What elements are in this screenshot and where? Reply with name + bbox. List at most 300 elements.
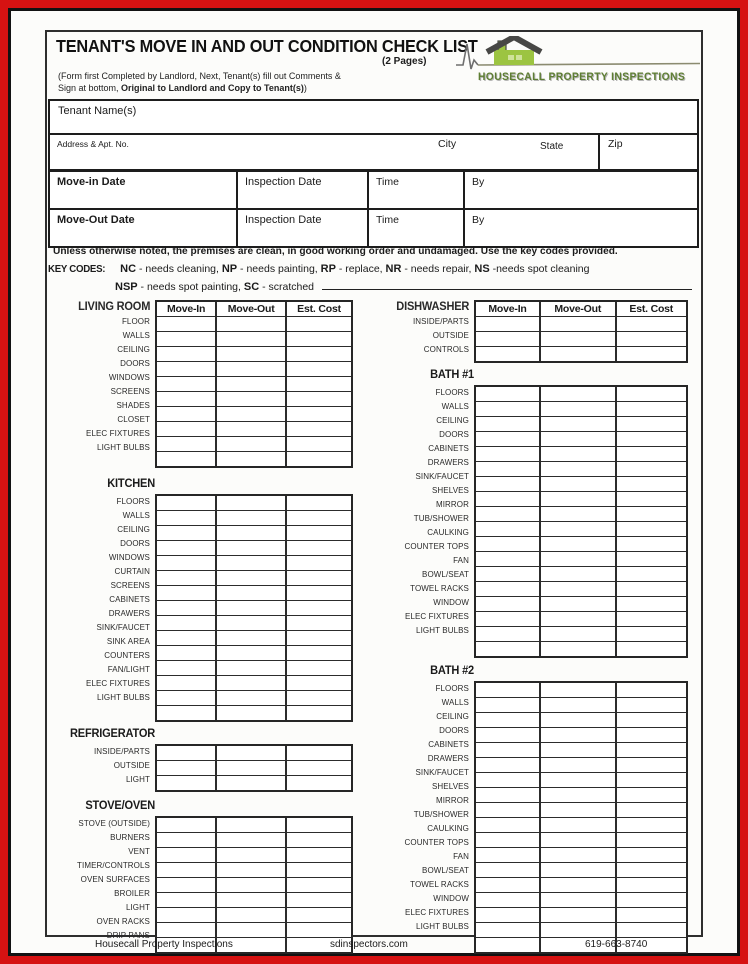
grid-cell[interactable] [615, 402, 687, 416]
grid-cell[interactable] [215, 818, 285, 832]
grid-cell[interactable] [215, 571, 285, 585]
grid-cell[interactable] [476, 627, 539, 641]
grid-cell[interactable] [285, 893, 351, 907]
grid-cell[interactable] [476, 863, 539, 877]
row-label: OVEN SURFACES [80, 875, 150, 884]
grid-cell[interactable] [215, 676, 285, 690]
grid-cell[interactable] [215, 452, 285, 466]
grid-cell[interactable] [157, 908, 215, 922]
grid-cell[interactable] [157, 437, 215, 451]
grid-cell[interactable] [539, 848, 615, 862]
move-out-inspection-date-field[interactable] [236, 210, 367, 246]
grid-cell[interactable] [615, 788, 687, 802]
company-logo [456, 36, 702, 88]
grid-cell[interactable] [615, 417, 687, 431]
grid-cell[interactable] [285, 571, 351, 585]
row-label: WINDOW [433, 894, 469, 903]
grid-cell[interactable] [615, 773, 687, 787]
grid-cell[interactable] [215, 863, 285, 877]
grid-cell[interactable] [615, 597, 687, 611]
grid-cell[interactable] [615, 908, 687, 922]
grid-cell[interactable] [285, 818, 351, 832]
grid-cell[interactable] [285, 541, 351, 555]
move-in-time-field[interactable] [367, 172, 463, 208]
table-row [476, 922, 686, 937]
grid-cell[interactable] [476, 522, 539, 536]
grid-cell[interactable] [157, 923, 215, 937]
inspection-date-label: Inspection Date [245, 176, 322, 188]
move-in-inspection-date-field[interactable] [236, 172, 367, 208]
grid-cell[interactable] [157, 631, 215, 645]
grid-cell[interactable] [615, 863, 687, 877]
table-row [157, 705, 351, 720]
grid-cell[interactable] [539, 597, 615, 611]
table-row [157, 922, 351, 937]
grid-cell[interactable] [539, 567, 615, 581]
grid-cell[interactable] [539, 758, 615, 772]
grid-cell[interactable] [476, 758, 539, 772]
grid-cell[interactable] [285, 452, 351, 466]
row-label: CEILING [436, 712, 469, 721]
grid-cell[interactable] [615, 552, 687, 566]
grid-cell[interactable] [476, 317, 539, 331]
row-label: DOORS [120, 359, 150, 368]
grid-cell[interactable] [615, 567, 687, 581]
grid-cell[interactable] [476, 938, 539, 952]
grid-cell[interactable] [157, 676, 215, 690]
grid-cell[interactable] [215, 317, 285, 331]
table-row [157, 775, 351, 790]
time-label: Time [376, 176, 399, 188]
grid-cell[interactable] [285, 848, 351, 862]
row-label: FAN [453, 556, 469, 565]
row-label: COUNTER TOPS [404, 838, 469, 847]
row-label: DRAWERS [108, 609, 150, 618]
grid-cell[interactable] [539, 893, 615, 907]
grid-cell[interactable] [285, 392, 351, 406]
grid-cell[interactable] [157, 556, 215, 570]
grid-cell[interactable] [539, 347, 615, 361]
section-refrigerator [50, 727, 353, 792]
grid-cell[interactable] [615, 507, 687, 521]
grid-cell[interactable] [615, 833, 687, 847]
row-label: DRAWERS [427, 754, 469, 763]
grid-cell[interactable] [157, 511, 215, 525]
grid-cell[interactable] [615, 612, 687, 626]
grid-cell[interactable] [285, 496, 351, 510]
grid-cell[interactable] [615, 332, 687, 346]
grid-cell[interactable] [476, 507, 539, 521]
grid-cell[interactable] [615, 447, 687, 461]
grid-cell[interactable] [215, 761, 285, 775]
grid-cell[interactable] [476, 477, 539, 491]
grid-cell[interactable] [615, 683, 687, 697]
grid-cell[interactable] [476, 803, 539, 817]
footer-website: sdinspectors.com [330, 939, 408, 950]
grid-cell[interactable] [157, 332, 215, 346]
grid-cell[interactable] [476, 332, 539, 346]
grid-cell[interactable] [285, 407, 351, 421]
grid-cell[interactable] [539, 713, 615, 727]
grid-cell[interactable] [157, 422, 215, 436]
table-row [157, 361, 351, 376]
grid-cell[interactable] [476, 462, 539, 476]
grid-cell[interactable] [476, 713, 539, 727]
key-codes-line-1 [48, 263, 698, 275]
grid-cell[interactable] [215, 437, 285, 451]
grid-cell[interactable] [215, 332, 285, 346]
grid-cell[interactable] [476, 612, 539, 626]
grid-cell[interactable] [539, 642, 615, 656]
move-in-by-field[interactable] [463, 172, 697, 208]
grid-cell[interactable] [539, 878, 615, 892]
grid-cell[interactable] [615, 743, 687, 757]
grid-cell[interactable] [157, 586, 215, 600]
row-label: SINK AREA [106, 637, 150, 646]
grid-cell[interactable] [615, 462, 687, 476]
grid-cell[interactable] [476, 788, 539, 802]
grid-cell[interactable] [157, 496, 215, 510]
row-label: BOWL/SEAT [422, 866, 469, 875]
grid-cell[interactable] [157, 452, 215, 466]
row-label: LIGHT [125, 775, 150, 784]
grid-cell[interactable] [476, 402, 539, 416]
move-out-time-field[interactable] [367, 210, 463, 246]
section-stove-oven [50, 799, 353, 954]
grid-cell[interactable] [476, 432, 539, 446]
row-label: FLOORS [435, 684, 469, 693]
table-row [476, 802, 686, 817]
grid-cell[interactable] [615, 317, 687, 331]
grid-cell[interactable] [476, 728, 539, 742]
grid-cell[interactable] [476, 683, 539, 697]
grid-cell[interactable] [215, 833, 285, 847]
grid-cell[interactable] [215, 601, 285, 615]
move-out-date-field[interactable] [50, 210, 236, 246]
grid-cell[interactable] [539, 612, 615, 626]
grid-cell[interactable] [285, 706, 351, 720]
grid-cell[interactable] [615, 432, 687, 446]
grid-cell[interactable] [539, 923, 615, 937]
grid-cell[interactable] [215, 556, 285, 570]
grid-cell[interactable] [615, 878, 687, 892]
grid-cell[interactable] [476, 597, 539, 611]
grid-cell[interactable] [539, 387, 615, 401]
grid-cell[interactable] [215, 407, 285, 421]
grid-cell[interactable] [285, 761, 351, 775]
table-row [157, 316, 351, 331]
section-grid [474, 681, 688, 954]
grid-cell[interactable] [476, 923, 539, 937]
table-row [157, 436, 351, 451]
footer-phone: 619-663-8740 [585, 939, 648, 950]
grid-cell[interactable] [476, 833, 539, 847]
table-row [476, 316, 686, 331]
grid-cell[interactable] [215, 746, 285, 760]
grid-cell[interactable] [539, 582, 615, 596]
row-label: SINK/FAUCET [415, 768, 469, 777]
row-label: OUTSIDE [113, 761, 150, 770]
grid-cell[interactable] [157, 661, 215, 675]
grid-cell[interactable] [539, 833, 615, 847]
grid-cell[interactable] [285, 526, 351, 540]
grid-cell[interactable] [615, 848, 687, 862]
grid-cell[interactable] [539, 402, 615, 416]
row-label: CABINETS [428, 444, 469, 453]
grid-cell[interactable] [285, 362, 351, 376]
grid-cell[interactable] [539, 743, 615, 757]
grid-cell[interactable] [215, 923, 285, 937]
column-header: Est. Cost [615, 302, 687, 316]
move-in-date-field[interactable] [50, 172, 236, 208]
grid-cell[interactable] [539, 432, 615, 446]
grid-cell[interactable] [215, 661, 285, 675]
table-row [476, 581, 686, 596]
grid-cell[interactable] [157, 646, 215, 660]
grid-cell[interactable] [157, 893, 215, 907]
grid-cell[interactable] [285, 616, 351, 630]
grid-cell[interactable] [615, 522, 687, 536]
grid-cell[interactable] [285, 631, 351, 645]
grid-cell[interactable] [476, 417, 539, 431]
grid-cell[interactable] [157, 818, 215, 832]
grid-cell[interactable] [476, 552, 539, 566]
grid-cell[interactable] [285, 437, 351, 451]
grid-cell[interactable] [157, 392, 215, 406]
grid-cell[interactable] [615, 923, 687, 937]
row-label: SCREENS [110, 387, 150, 396]
grid-cell[interactable] [285, 661, 351, 675]
grid-cell[interactable] [285, 746, 351, 760]
grid-cell[interactable] [157, 571, 215, 585]
grid-cell[interactable] [157, 878, 215, 892]
grid-cell[interactable] [539, 908, 615, 922]
grid-cell[interactable] [476, 447, 539, 461]
grid-cell[interactable] [539, 728, 615, 742]
grid-cell[interactable] [615, 492, 687, 506]
grid-cell[interactable] [157, 541, 215, 555]
grid-cell[interactable] [539, 417, 615, 431]
grid-cell[interactable] [157, 317, 215, 331]
grid-cell[interactable] [476, 878, 539, 892]
grid-cell[interactable] [615, 627, 687, 641]
grid-cell[interactable] [157, 377, 215, 391]
grid-cell[interactable] [539, 447, 615, 461]
key-code: NP [221, 263, 238, 275]
row-label: CEILING [117, 345, 150, 354]
grid-cell[interactable] [615, 803, 687, 817]
grid-cell[interactable] [476, 582, 539, 596]
grid-cell[interactable] [539, 477, 615, 491]
grid-cell[interactable] [615, 537, 687, 551]
grid-cell[interactable] [285, 676, 351, 690]
row-label: SHADES [116, 401, 150, 410]
grid-cell[interactable] [615, 728, 687, 742]
grid-cell[interactable] [215, 526, 285, 540]
row-label: STOVE (OUTSIDE) [78, 819, 150, 828]
move-out-by-field[interactable] [463, 210, 697, 246]
table-row [157, 585, 351, 600]
grid-cell[interactable] [539, 803, 615, 817]
grid-cell[interactable] [157, 691, 215, 705]
tenant-name-field[interactable] [48, 99, 699, 135]
checklist-left-column [50, 300, 353, 954]
grid-cell[interactable] [215, 691, 285, 705]
row-label: COUNTER TOPS [404, 542, 469, 551]
grid-cell[interactable] [157, 601, 215, 615]
grid-cell[interactable] [157, 526, 215, 540]
grid-cell[interactable] [539, 863, 615, 877]
grid-cell[interactable] [539, 627, 615, 641]
grid-cell[interactable] [539, 317, 615, 331]
grid-cell[interactable] [285, 908, 351, 922]
table-row [157, 760, 351, 775]
table-row [157, 615, 351, 630]
table-row [476, 506, 686, 521]
grid-cell[interactable] [285, 347, 351, 361]
grid-cell[interactable] [215, 586, 285, 600]
grid-cell[interactable] [285, 556, 351, 570]
row-label: SINK/FAUCET [96, 623, 150, 632]
grid-cell[interactable] [157, 776, 215, 790]
table-row [476, 862, 686, 877]
grid-cell[interactable] [285, 833, 351, 847]
grid-cell[interactable] [285, 691, 351, 705]
grid-cell[interactable] [539, 507, 615, 521]
grid-cell[interactable] [157, 347, 215, 361]
grid-cell[interactable] [539, 683, 615, 697]
row-label: TUB/SHOWER [413, 514, 469, 523]
grid-cell[interactable] [215, 631, 285, 645]
grid-cell[interactable] [215, 646, 285, 660]
grid-cell[interactable] [285, 422, 351, 436]
grid-cell[interactable] [215, 422, 285, 436]
grid-cell[interactable] [539, 537, 615, 551]
grid-cell[interactable] [615, 387, 687, 401]
grid-cell[interactable] [215, 392, 285, 406]
grid-cell[interactable] [615, 893, 687, 907]
grid-cell[interactable] [615, 818, 687, 832]
grid-cell[interactable] [476, 387, 539, 401]
grid-cell[interactable] [615, 642, 687, 656]
grid-cell[interactable] [476, 492, 539, 506]
table-row [476, 596, 686, 611]
grid-cell[interactable] [476, 908, 539, 922]
grid-cell[interactable] [539, 522, 615, 536]
grid-cell[interactable] [615, 713, 687, 727]
grid-cell[interactable] [157, 407, 215, 421]
grid-cell[interactable] [157, 362, 215, 376]
grid-cell[interactable] [157, 833, 215, 847]
grid-cell[interactable] [539, 818, 615, 832]
grid-cell[interactable] [157, 761, 215, 775]
row-label: LIGHT BULBS [97, 443, 150, 452]
grid-cell[interactable] [157, 848, 215, 862]
grid-cell[interactable] [539, 773, 615, 787]
grid-cell[interactable] [539, 332, 615, 346]
grid-cell[interactable] [157, 616, 215, 630]
grid-cell[interactable] [215, 377, 285, 391]
grid-cell[interactable] [476, 848, 539, 862]
grid-cell[interactable] [476, 642, 539, 656]
table-row [476, 937, 686, 952]
grid-cell[interactable] [539, 788, 615, 802]
grid-cell[interactable] [476, 347, 539, 361]
table-row [157, 346, 351, 361]
grid-cell[interactable] [215, 893, 285, 907]
grid-cell[interactable] [285, 923, 351, 937]
grid-cell[interactable] [476, 743, 539, 757]
grid-cell[interactable] [476, 567, 539, 581]
grid-cell[interactable] [285, 586, 351, 600]
grid-cell[interactable] [285, 776, 351, 790]
grid-cell[interactable] [539, 698, 615, 712]
grid-cell[interactable] [285, 377, 351, 391]
key-code: NC [120, 263, 137, 275]
grid-cell[interactable] [157, 746, 215, 760]
grid-cell[interactable] [215, 347, 285, 361]
grid-cell[interactable] [215, 776, 285, 790]
grid-cell[interactable] [615, 698, 687, 712]
grid-cell[interactable] [215, 362, 285, 376]
grid-cell[interactable] [215, 848, 285, 862]
grid-cell[interactable] [215, 908, 285, 922]
grid-cell[interactable] [215, 706, 285, 720]
grid-cell[interactable] [215, 496, 285, 510]
grid-cell[interactable] [615, 477, 687, 491]
table-row [157, 391, 351, 406]
grid-cell[interactable] [215, 541, 285, 555]
grid-cell[interactable] [615, 582, 687, 596]
grid-cell[interactable] [285, 863, 351, 877]
table-row [476, 461, 686, 476]
text-segment: - needs spot painting, [137, 281, 244, 293]
grid-cell[interactable] [539, 552, 615, 566]
grid-cell[interactable] [215, 616, 285, 630]
grid-cell[interactable] [476, 698, 539, 712]
grid-cell[interactable] [615, 347, 687, 361]
grid-cell[interactable] [215, 878, 285, 892]
row-label: INSIDE/PARTS [93, 747, 150, 756]
form-instructions [58, 71, 418, 94]
grid-cell[interactable] [476, 773, 539, 787]
grid-cell[interactable] [285, 601, 351, 615]
row-label: ELEC FIXTURES [405, 908, 469, 917]
key-codes-list-2 [115, 281, 314, 293]
address-field[interactable] [48, 133, 699, 171]
grid-cell[interactable] [539, 462, 615, 476]
grid-cell[interactable] [285, 646, 351, 660]
grid-cell[interactable] [476, 537, 539, 551]
grid-cell[interactable] [285, 511, 351, 525]
row-label: DOORS [439, 430, 469, 439]
grid-cell[interactable] [285, 878, 351, 892]
table-row [476, 331, 686, 346]
grid-cell[interactable] [285, 332, 351, 346]
grid-cell[interactable] [285, 317, 351, 331]
zip-field[interactable] [598, 135, 697, 169]
grid-cell[interactable] [157, 863, 215, 877]
table-row [476, 387, 686, 401]
key-codes-blank-line[interactable] [322, 281, 692, 290]
grid-cell[interactable] [539, 492, 615, 506]
grid-cell[interactable] [476, 818, 539, 832]
grid-cell[interactable] [157, 706, 215, 720]
grid-cell[interactable] [476, 893, 539, 907]
table-row [157, 451, 351, 466]
grid-cell[interactable] [615, 758, 687, 772]
grid-cell[interactable] [215, 511, 285, 525]
